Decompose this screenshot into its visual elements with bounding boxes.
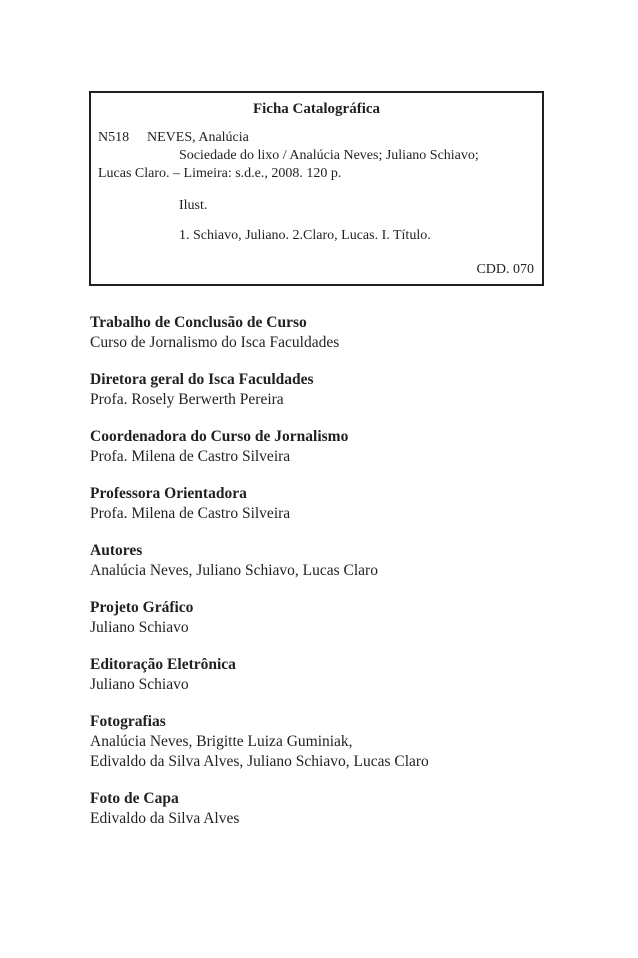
catalog-code: N518	[98, 130, 130, 145]
catalog-illustrations: Ilust.	[179, 198, 208, 213]
credit-label: Diretora geral do Isca Faculdades	[90, 371, 314, 388]
catalog-continuation: Lucas Claro. – Limeira: s.d.e., 2008. 120 p.	[98, 166, 342, 181]
credits-list	[90, 313, 610, 846]
credit-value: Profa. Rosely Berwerth Pereira	[90, 391, 284, 408]
credit-label: Fotografias	[90, 713, 166, 730]
credit-label: Autores	[90, 542, 143, 559]
credit-block	[90, 484, 610, 524]
credit-block	[90, 370, 610, 410]
catalog-card-title: Ficha Catalográfica	[252, 101, 381, 117]
catalog-card	[89, 91, 544, 286]
credit-label: Foto de Capa	[90, 790, 179, 807]
credit-value: Analúcia Neves, Brigitte Luiza Guminiak,	[90, 733, 353, 750]
credit-value: Edivaldo da Silva Alves	[90, 810, 240, 827]
credit-value: Juliano Schiavo	[90, 676, 189, 693]
credit-value: Analúcia Neves, Juliano Schiavo, Lucas Claro	[90, 562, 378, 579]
catalog-cdd: CDD. 070	[476, 262, 534, 277]
credit-block	[90, 655, 610, 695]
credit-label: Coordenadora do Curso de Jornalismo	[90, 428, 349, 445]
credit-value: Profa. Milena de Castro Silveira	[90, 448, 291, 465]
credit-label: Professora Orientadora	[90, 485, 247, 502]
credit-block	[90, 712, 610, 772]
credit-value: Juliano Schiavo	[90, 619, 189, 636]
credit-label: Projeto Gráfico	[90, 599, 194, 616]
credit-block	[90, 598, 610, 638]
credit-value: Profa. Milena de Castro Silveira	[90, 505, 291, 522]
catalog-subjects: 1. Schiavo, Juliano. 2.Claro, Lucas. I. Título.	[179, 228, 431, 243]
credit-label: Trabalho de Conclusão de Curso	[90, 314, 307, 331]
credit-value: Edivaldo da Silva Alves, Juliano Schiavo, Lucas Claro	[90, 753, 429, 770]
catalog-author: NEVES, Analúcia	[147, 130, 249, 145]
credit-block	[90, 427, 610, 467]
catalog-work-line: Sociedade do lixo / Analúcia Neves; Juliano Schiavo;	[179, 148, 479, 163]
credit-block	[90, 541, 610, 581]
credit-block	[90, 789, 610, 829]
credit-value: Curso de Jornalismo do Isca Faculdades	[90, 334, 340, 351]
credit-label: Editoração Eletrônica	[90, 656, 236, 673]
credit-block	[90, 313, 610, 353]
